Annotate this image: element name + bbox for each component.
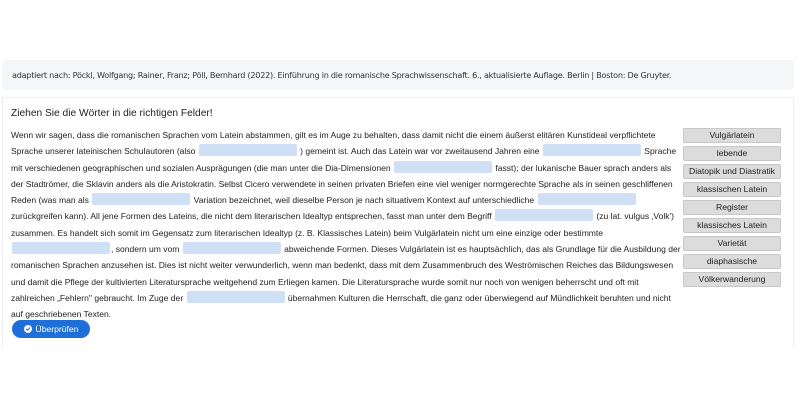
draggable-word[interactable]: Vulgärlatein (683, 128, 781, 143)
text-segment: ) gemeint ist. Auch das Latein war vor zweitausend Jahren eine (300, 146, 540, 157)
drop-gap[interactable] (187, 291, 285, 303)
exercise-title: Ziehen Sie die Wörter in die richtigen Felder! (11, 108, 213, 119)
cloze-text (11, 127, 681, 323)
check-button-label: Überprüfen (35, 324, 79, 334)
text-segment: fasst); der lukanische Bauer sprach anders als der Stadtrömer, die Sklavin anders als die Aristokratin. Selbst Cicero verwendete in seinen privaten Briefen eine viel weniger normgerechte Sprache als in seinen geschliffenen Reden (was man als (11, 162, 673, 206)
draggable-word[interactable]: klassisches Latein (683, 218, 781, 233)
draggable-word[interactable]: Völkerwanderung (683, 272, 781, 287)
text-segment: zurückgreifen kann). All jene Formen des Lateins, die nicht dem literarischen Idealtyp entsprechen, fasst man unter dem Begriff (11, 211, 492, 222)
draggable-word[interactable]: Varietät (683, 236, 781, 251)
draggable-word[interactable]: klassischen Latein (683, 182, 781, 197)
check-button[interactable] (12, 320, 90, 338)
drop-gap[interactable] (199, 144, 297, 156)
text-segment: übernahmen Kulturen die Herrschaft, die ganz oder überwiegend auf Mündlichkeit beruhten und nicht auf geschriebenen Texten. (11, 292, 671, 320)
text-segment: abweichende Formen. Dieses Vulgärlatein ist es hauptsächlich, das als Grundlage für die Ausbildung der romanischen Sprachen anzusehen ist. Dies ist nicht weiter verwunderlich, wenn man bedenkt, dass mit dem Zusammenbruch des Weströmischen Reiches das Bildungswesen und damit die Pflege der kultivierten Literatursprache weitgehend zum Erliegen kamen. Die Literatursprache wurde somit nur noch von wenigen beherrscht und oft mit zahlreichen „Fehlern" gebraucht. Im Zuge der (11, 244, 681, 303)
text-segment: Sprache mit verschiedenen geographischen und sozialen Ausprägungen (die man unter die Dia-Dimensionen (11, 146, 677, 173)
draggable-word[interactable]: lebende (683, 146, 781, 161)
draggable-word[interactable]: Diatopik und Diastratik (683, 164, 781, 179)
drop-gap[interactable] (12, 242, 110, 254)
drop-gap[interactable] (92, 193, 190, 205)
drop-gap[interactable] (543, 144, 641, 156)
draggable-word[interactable]: Register (683, 200, 781, 215)
drop-gap[interactable] (183, 242, 281, 254)
check-circle-icon (24, 325, 32, 333)
drop-gap[interactable] (394, 161, 492, 173)
drop-gap[interactable] (538, 193, 636, 205)
drop-gap[interactable] (495, 209, 593, 221)
source-citation: adaptiert nach: Pöckl, Wolfgang; Rainer, Franz; Pöll, Bernhard (2022). Einführung in die romanische Sprachwissenschaft. 6., aktualisierte Auflage. Berlin | Boston: De Gruyter. (2, 60, 794, 90)
text-segment: Variation bezeichnet, weil dieselbe Person je nach situativem Kontext auf unterschiedliche (193, 195, 535, 206)
text-segment: Wenn wir sagen, dass die romanischen Sprachen vom Latein abstammen, gilt es im Auge zu behalten, dass damit nicht die einem äußerst elitären Kunstideal verpflichtete Sprache unserer lateinischen Schulautoren (also (11, 130, 656, 157)
text-segment: , sondern um vom (111, 244, 180, 255)
word-bank (683, 128, 781, 287)
draggable-word[interactable]: diaphasische (683, 254, 781, 269)
text-segment: (zu lat. vulgus ‚Volk') zusammen. Es handelt sich somit im Gegensatz zum literarischen Idealtyp (z. B. Klassisches Latein) beim Vulgärlatein nicht um eine einzige oder bestimmte (11, 211, 675, 238)
